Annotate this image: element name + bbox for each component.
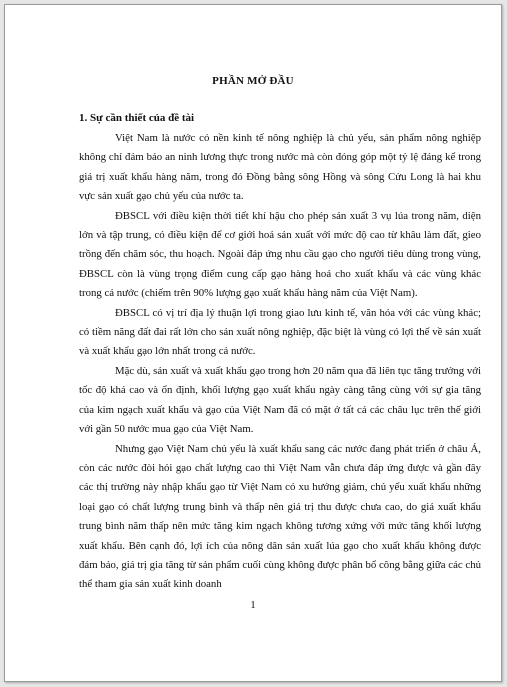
- body-text: [79, 129, 481, 595]
- paragraph: Việt Nam là nước có nền kinh tế nông nghiệp là chủ yếu, sản phẩm nông nghiệp không chỉ đảm bảo an ninh lương thực trong nước mà còn đóng góp một tỷ lệ đáng kể trong giá trị xuất khẩu hàng năm, trong đó Đồng bằng sông Hồng và sông Cửu Long là hai khu vực sản xuất gạo chủ yếu của nước ta.: [79, 132, 481, 203]
- paragraph: Mặc dù, sản xuất và xuất khẩu gạo trong hơn 20 năm qua đã liên tục tăng trưởng với tốc độ khá cao và ổn định, khối lượng gạo xuất khẩu ngày càng tăng cùng với sự gia tăng của kim ngạch xuất khẩu và gạo của Việt Nam đã có mặt ở tất cả các châu lục trên thế giới với gần 50 nước mua gạo của Việt Nam.: [79, 364, 481, 436]
- section-heading: 1. Sự cần thiết của đề tài: [79, 112, 195, 124]
- page-number: 1: [250, 599, 256, 611]
- paragraph: Nhưng gạo Việt Nam chủ yếu là xuất khẩu sang các nước đang phát triển ở châu Á, còn các nước đòi hỏi gạo chất lượng cao thì Việt Nam vẫn chưa đáp ứng được và gần đây các thị trường này nhập khẩu gạo từ Việt Nam có xu hướng giảm, chủ yếu xuất khẩu những loại gạo có chất lượng trung bình và thấp nên giá trị thu được chưa cao, do giá xuất khẩu trung bình năm thấp nên mức tăng kim ngạch không tương xứng với mức tăng khối lượng xuất khẩu. Bên cạnh đó, lợi ích của nông dân sản xuất lúa gạo cho xuất khẩu không được đảm bảo, giá trị gia tăng từ sản phẩm cuối cùng không được phân bổ công bằng giữa các chủ thể tham gia sản xuất kinh doanh: [79, 442, 481, 591]
- document-page: [4, 4, 502, 682]
- paragraph: ĐBSCL có vị trí địa lý thuận lợi trong giao lưu kinh tế, văn hóa với các vùng khác; có tiềm năng đất đai rất lớn cho sản xuất nông nghiệp, đặc biệt là vùng có lợi thế về sản xuất và xuất khẩu gạo lớn nhất trong cả nước.: [79, 306, 481, 358]
- document-title: PHẦN MỞ ĐẦU: [212, 75, 294, 87]
- paragraph: ĐBSCL với điều kiện thời tiết khí hậu cho phép sản xuất 3 vụ lúa trong năm, diện lớn và tập trung, có điều kiện để cơ giới hoá sản xuất với mức độ cao từ khâu làm đất, gieo trồng đến chăm sóc, thu hoạch. Ngoài đáp ứng nhu cầu gạo cho người tiêu dùng trong vùng, ĐBSCL còn là vùng trọng điểm cung cấp gạo hàng hoá cho xuất khẩu và các vùng khác trong cả nước (chiếm trên 90% lượng gạo xuất khẩu hàng năm của Việt Nam).: [79, 209, 481, 300]
